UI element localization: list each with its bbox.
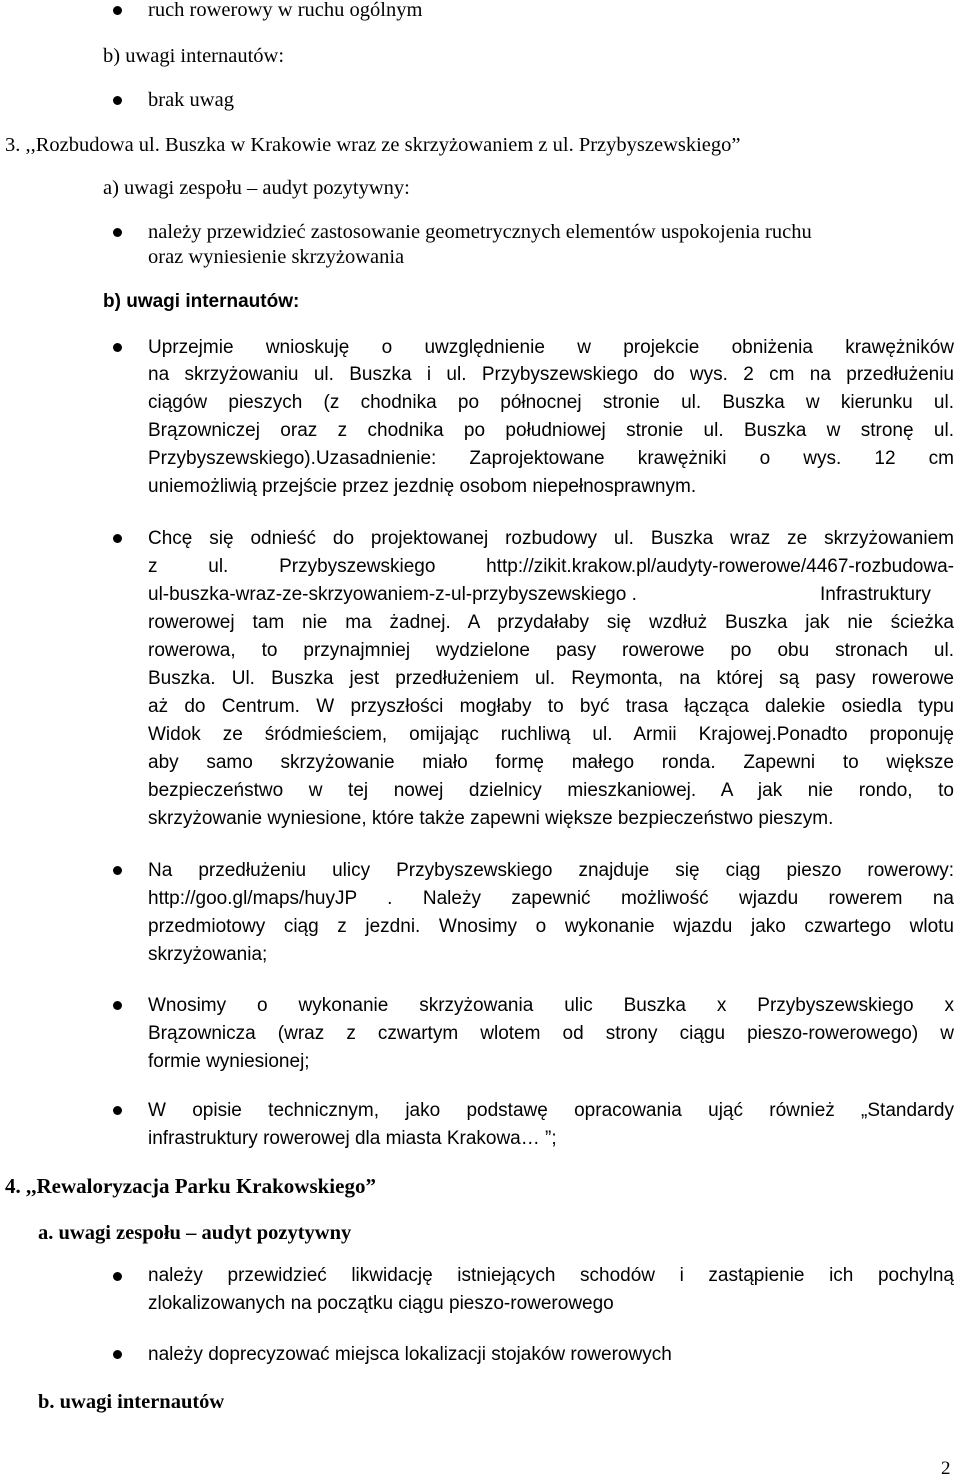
list-item-line: zlokalizowanych na początku ciągu pieszo-rowerowego [148, 1293, 614, 1314]
bullet-dot [113, 343, 122, 352]
list-item-line: skrzyżowania; [148, 944, 268, 965]
list-item-line: uniemożliwią przejście przez jezdnię osobom niepełnosprawnym. [148, 476, 697, 497]
list-item-line: należy przewidzieć likwidację istniejących schodów i zastąpienie ich pochylną [148, 1265, 954, 1286]
bullet-dot [113, 1350, 122, 1359]
bullet-dot [113, 534, 122, 543]
section-heading: 3. ,,Rozbudowa ul. Buszka w Krakowie wraz ze skrzyżowaniem z ul. Przybyszewskiego” [5, 134, 741, 156]
list-item-line: ul-buszka-wraz-ze-skrzyowaniem-z-ul-przybyszewskiego . [148, 584, 637, 605]
list-item-line: aż do Centrum. W przyszłości mogłaby to być trasa łącząca dalekie osiedla typu [148, 696, 954, 717]
bullet-dot [113, 1272, 122, 1281]
list-item-line: http://goo.gl/maps/huyJP . Należy zapewnić możliwość wjazdu rowerem na [148, 888, 954, 909]
list-item-line: należy przewidzieć zastosowanie geometrycznych elementów uspokojenia ruchu [148, 221, 812, 243]
subsection-heading: b. uwagi internautów [38, 1391, 225, 1413]
list-item-line: Wnosimy o wykonanie skrzyżowania ulic Buszka x Przybyszewskiego x [148, 995, 954, 1016]
list-item: należy doprecyzować miejsca lokalizacji stojaków rowerowych [148, 1344, 672, 1365]
list-item-line: rowerowej tam nie ma żadnej. A przydałaby się wzdłuż Buszka jak nie ścieżka [148, 612, 954, 633]
bullet-dot [113, 6, 122, 15]
subsection-heading: a) uwagi zespołu – audyt pozytywny: [103, 177, 410, 199]
list-item-line: Brązownicza (wraz z czwartym wlotem od strony ciągu pieszo-rowerowego) w [148, 1023, 954, 1044]
page-number: 2 [941, 1458, 951, 1479]
subsection-heading: b) uwagi internautów: [103, 45, 285, 67]
bullet-dot [113, 96, 122, 105]
list-item-line: Na przedłużeniu ulicy Przybyszewskiego znajduje się ciąg pieszo rowerowy: [148, 860, 954, 881]
subsection-heading: a. uwagi zespołu – audyt pozytywny [38, 1222, 352, 1244]
bullet-dot [113, 228, 122, 237]
list-item-line: Buszka. Ul. Buszka jest przedłużeniem ul. Reymonta, na której są pasy rowerowe [148, 668, 954, 689]
list-item: ruch rowerowy w ruchu ogólnym [148, 0, 423, 21]
section-heading: 4. ,,Rewaloryzacja Parku Krakowskiego” [5, 1174, 376, 1198]
list-item-line: z ul. Przybyszewskiego http://zikit.krakow.pl/audyty-rowerowe/4467-rozbudowa- [148, 556, 954, 577]
list-item-line: aby samo skrzyżowanie miało formę małego ronda. Zapewni to większe [148, 752, 954, 773]
subsection-heading: b) uwagi internautów: [103, 291, 300, 312]
list-item-line: Brązowniczej oraz z chodnika po południowej stronie ul. Buszka w stronę ul. [148, 420, 954, 441]
list-item-line: formie wyniesionej; [148, 1051, 310, 1072]
list-item-line: bezpieczeństwo w tej nowej dzielnicy mieszkaniowej. A jak nie rondo, to [148, 780, 954, 801]
bullet-dot [113, 866, 122, 875]
list-item-line: Infrastruktury [820, 584, 931, 605]
bullet-dot [113, 1001, 122, 1010]
list-item-line: na skrzyżowaniu ul. Buszka i ul. Przybyszewskiego do wys. 2 cm na przedłużeniu [148, 364, 954, 385]
list-item-line: przedmiotowy ciąg z jezdni. Wnosimy o wykonanie wjazdu jako czwartego wlotu [148, 916, 954, 937]
list-item-line: Uprzejmie wnioskuję o uwzględnienie w projekcie obniżenia krawężników [148, 337, 954, 358]
list-item-line: oraz wyniesienie skrzyżowania [148, 246, 405, 268]
list-item-line: Chcę się odnieść do projektowanej rozbudowy ul. Buszka wraz ze skrzyżowaniem [148, 528, 954, 549]
list-item-line: skrzyżowanie wyniesione, które także zapewni większe bezpieczeństwo pieszym. [148, 808, 834, 829]
list-item-line: infrastruktury rowerowej dla miasta Krakowa… ”; [148, 1128, 557, 1149]
list-item-line: ciągów pieszych (z chodnika po północnej stronie ul. Buszka w kierunku ul. [148, 392, 954, 413]
list-item-line: rowerowa, to przynajmniej wydzielone pasy rowerowe po obu stronach ul. [148, 640, 954, 661]
list-item-line: W opisie technicznym, jako podstawę opracowania ująć również „Standardy [148, 1100, 954, 1121]
bullet-dot [113, 1106, 122, 1115]
list-item-line: Przybyszewskiego).Uzasadnienie: Zaprojektowane krawężniki o wys. 12 cm [148, 448, 954, 469]
list-item: brak uwag [148, 89, 234, 111]
list-item-line: Widok ze śródmieściem, omijając ruchliwą ul. Armii Krajowej.Ponadto proponuję [148, 724, 954, 745]
